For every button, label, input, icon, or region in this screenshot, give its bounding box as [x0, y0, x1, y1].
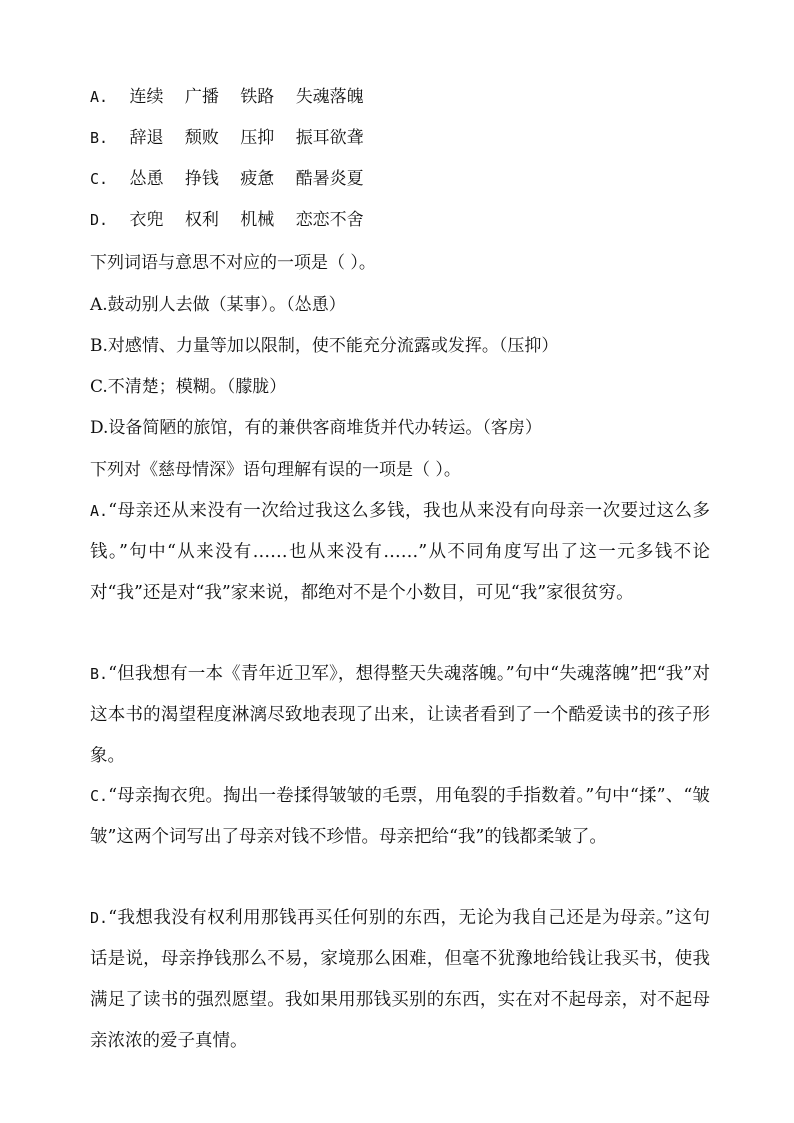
- option-letter: B.: [90, 665, 109, 683]
- option-text: “母亲掏衣兜。掏出一卷揉得皱皱的毛票，用龟裂的手指数着。”句中“揉”、“皱皱”这两个词写出了母亲对钱不珍惜。母亲把给“我”的钱都柔皱了。: [90, 786, 710, 847]
- q2-stem: 下列词语与意思不对应的一项是（ ）。: [90, 253, 376, 273]
- q1-option-b: [90, 127, 710, 149]
- option-word: 疲惫: [240, 169, 275, 189]
- option-word: 恋恋不舍: [295, 210, 364, 230]
- option-word: 辞退: [129, 128, 164, 148]
- q3-option-c: [90, 776, 710, 858]
- q3-option-d: [90, 898, 710, 1062]
- option-word: 铁路: [240, 87, 275, 107]
- option-word: 颓败: [184, 128, 219, 148]
- q3-stem: 下列对《慈母情深》语句理解有误的一项是（ ）。: [90, 460, 461, 480]
- q1-option-d: [90, 209, 710, 231]
- option-word: 机械: [240, 210, 275, 230]
- option-word: 连续: [129, 87, 164, 107]
- option-word: 压抑: [240, 128, 275, 148]
- q2-option-c: C.不清楚；模糊。（朦胧）: [90, 377, 287, 397]
- option-letter: A.: [90, 88, 109, 106]
- q1-option-c: [90, 168, 710, 190]
- option-word: 广播: [184, 87, 219, 107]
- q2-option-d: D.设备简陋的旅馆，有的兼供客商堆货并代办转运。（客房）: [90, 418, 542, 438]
- option-letter: C.: [90, 787, 109, 805]
- option-text: “但我想有一本《青年近卫军》，想得整天失魂落魄。”句中“失魂落魄”把“我”对这本书的渴望程度淋漓尽致地表现了出来，让读者看到了一个酷爱读书的孩子形象。: [90, 664, 710, 766]
- option-letter: D.: [90, 909, 109, 927]
- option-letter: A.: [90, 502, 109, 520]
- option-word: 失魂落魄: [295, 87, 364, 107]
- option-text: “我想我没有权利用那钱再买任何别的东西，无论为我自己还是为母亲。”这句话是说，母亲挣钱那么不易，家境那么困难，但毫不犹豫地给钱让我买书，使我满足了读书的强烈愿望。我如果用那钱买别的东西，实在对不起母亲，对不起母亲浓浓的爱子真情。: [90, 908, 710, 1051]
- option-word: 衣兜: [129, 210, 164, 230]
- option-letter: C.: [90, 170, 109, 188]
- q2-option-b: B.对感情、力量等加以限制，使不能充分流露或发挥。（压抑）: [90, 336, 559, 356]
- option-letter: D.: [90, 211, 109, 229]
- option-word: 权利: [184, 210, 219, 230]
- option-word: 酷暑炎夏: [295, 169, 364, 189]
- q2-option-a: A.鼓动别人去做（某事）。（怂恿）: [90, 295, 346, 315]
- option-word: 挣钱: [184, 169, 219, 189]
- option-text: “母亲还从来没有一次给过我这么多钱，我也从来没有向母亲一次要过这么多钱。”句中“从来没有……也从来没有……”从不同角度写出了这一元多钱不论对“我”还是对“我”家来说，都绝对不是个小数目，可见“我”家很贫穷。: [90, 501, 710, 603]
- q3-option-b: [90, 654, 710, 777]
- q3-option-a: [90, 491, 710, 614]
- option-word: 怂恿: [129, 169, 164, 189]
- option-letter: B.: [90, 129, 109, 147]
- option-word: 振耳欲聋: [295, 128, 364, 148]
- q1-option-a: [90, 86, 710, 108]
